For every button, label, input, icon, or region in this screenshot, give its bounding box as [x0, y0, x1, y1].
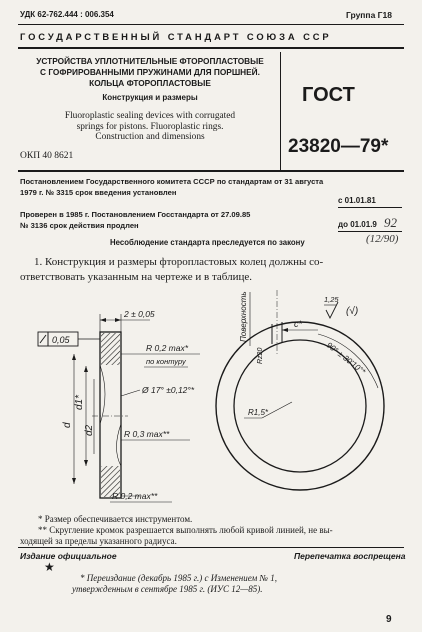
roughness-value: 1,25: [324, 295, 339, 304]
official-edition: Издание официальное: [20, 551, 117, 561]
note-2-line-1: ** Скругление кромок разрешается выполнять любой кривой линией, не вы-: [38, 525, 333, 535]
r15-label: R1,5*: [248, 408, 269, 417]
surface-note: Поверхность: [239, 291, 248, 342]
standard-line: ГОСУДАРСТВЕННЫЙ СТАНДАРТ СОЮЗА ССР: [20, 31, 332, 42]
width-dimension-text: 2 ± 0,05: [124, 309, 155, 319]
revision-line-1: * Переиздание (декабрь 1985 г.) с Изменением № 1,: [80, 573, 277, 583]
reprint-prohibited: Перепечатка воспрещена: [294, 551, 406, 561]
revision-line-2: утвержденным в сентябре 1985 г. (ИУС 12—85).: [72, 584, 263, 594]
notes: [20, 514, 404, 547]
page-number: 9: [386, 614, 392, 625]
roughness-paren: (√): [346, 306, 359, 317]
decree-line-4: № 3136 срок действия продлен: [20, 220, 139, 230]
law-notice: Несоблюдение стандарта преследуется по закону: [110, 238, 305, 247]
radius-bottom-label: R 0,2 max**: [112, 491, 158, 501]
revision-note: [20, 573, 404, 595]
group-code: Группа Г18: [346, 10, 392, 20]
okp-code: ОКП 40 8621: [20, 151, 74, 161]
para-line-2: ответствовать указанным на чертеже и в таблице.: [20, 271, 252, 283]
angle2-label: 90° ± 30'10°*: [324, 340, 368, 377]
ring-view: [216, 290, 384, 490]
header-rule-bottom: [18, 47, 404, 49]
date-extended: до 01.01.9: [338, 220, 377, 229]
title-en-line-3: Construction and dimensions: [95, 132, 205, 142]
handwritten-note: (12/90): [366, 233, 399, 245]
section-view: [38, 309, 200, 502]
title-ru-line-1: УСТРОЙСТВА УПЛОТНИТЕЛЬНЫЕ ФТОРОПЛАСТОВЫЕ: [36, 56, 264, 66]
title-ru-subtitle: Конструкция и размеры: [102, 93, 198, 102]
d1-label: d1*: [74, 394, 85, 410]
title-en-line-1: Fluoroplastic sealing devices with corrugated: [64, 111, 236, 121]
parallel-icon: [40, 335, 46, 343]
udk-code: УДК 62-762.444 : 006.354: [20, 10, 114, 19]
hatch-top: [101, 333, 120, 365]
date-extended-underline: [338, 231, 402, 232]
body-paragraph: [20, 255, 404, 285]
decree-text-1: [20, 177, 323, 198]
d-label: d: [62, 422, 73, 428]
date-effective: с 01.01.81: [338, 196, 376, 205]
gost-label: ГОСТ: [302, 84, 355, 106]
header-rule-top: [18, 24, 404, 25]
c-label: c*: [294, 319, 303, 329]
note-2-line-2: ходящей за пределы указанного радиуса.: [20, 536, 177, 546]
handwritten-year: 92: [384, 215, 397, 230]
note-1: * Размер обеспечивается инструментом.: [38, 514, 193, 524]
date-effective-underline: [338, 207, 402, 208]
title-en-line-2: springs for pistons. Fluoroplastic rings.: [76, 121, 224, 132]
title-divider: [280, 52, 281, 170]
decree-line-2: 1979 г. № 3315 срок введения установлен: [20, 187, 177, 197]
decree-line-1: Постановлением Государственного комитета СССР по стандартам от 31 августа: [20, 177, 324, 186]
contour-label: по контуру: [146, 357, 186, 366]
tolerance-value: 0,05: [52, 335, 70, 345]
title-rule: [18, 170, 404, 172]
radius-top-label: R 0,2 max*: [146, 343, 189, 353]
ring-outer-circle: [216, 322, 384, 490]
title-ru-line-2: С ГОФРИРОВАННЫМИ ПРУЖИНАМИ ДЛЯ ПОРШНЕЙ.: [40, 67, 260, 77]
d2-label: d2: [84, 424, 95, 436]
angle-label: Ø 17° ±0,12°*: [142, 385, 195, 395]
star-icon: ★: [44, 560, 55, 574]
title-ru: [20, 56, 280, 89]
roughness-icon: [326, 302, 338, 318]
surface-roughness: Rz20: [257, 347, 264, 364]
decree-text-2: [20, 210, 250, 231]
para-line-1: 1. Конструкция и размеры фторопластовых колец должны со-: [34, 256, 324, 268]
radius-mid-label: R 0,3 max**: [124, 429, 170, 439]
technical-drawing: [0, 284, 422, 516]
decree-line-3: Проверен в 1985 г. Постановлением Госстандарта от 27.09.85: [20, 210, 251, 219]
title-ru-line-3: КОЛЬЦА ФТОРОПЛАСТОВЫЕ: [89, 78, 211, 88]
footer-rule: [18, 547, 404, 548]
gost-number: 23820—79*: [288, 136, 389, 157]
title-en: [20, 111, 280, 143]
